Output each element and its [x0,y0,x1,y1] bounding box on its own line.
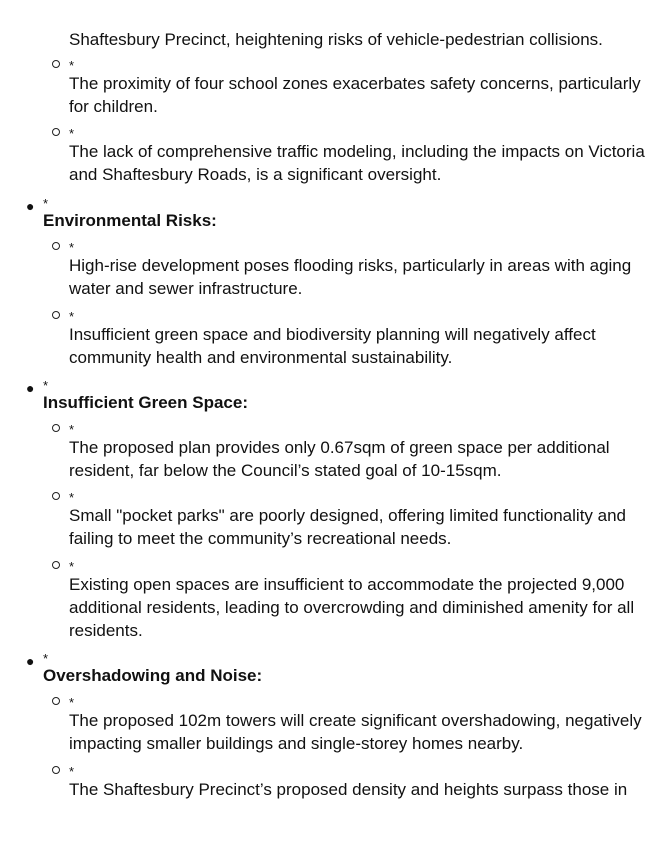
asterisk-marker: * [43,196,49,211]
asterisk-marker: * [69,559,75,574]
circle-bullet-icon [52,492,60,500]
list-item-text: The proximity of four school zones exacerbates safety concerns, particularly for children. [69,74,641,116]
section-heading: Environmental Risks: [43,211,217,230]
asterisk-marker: * [69,695,75,710]
circle-bullet-icon [52,766,60,774]
list-item-text: The lack of comprehensive traffic modeling, including the impacts on Victoria and Shaftesbury Roads, is a significant oversight. [69,142,645,184]
list-item-text: The Shaftesbury Precinct’s proposed density and heights surpass those in [69,780,628,799]
circle-bullet-icon [52,60,60,68]
disc-bullet-icon: ● [26,380,35,396]
section-heading: Insufficient Green Space: [43,393,248,412]
asterisk-marker: * [43,651,49,666]
disc-bullet-icon: ● [26,653,35,669]
list-item-text: The proposed plan provides only 0.67sqm of green space per additional resident, far below the Council’s stated goal of 10-15sqm. [69,438,610,480]
circle-bullet-icon [52,128,60,136]
circle-bullet-icon [52,561,60,569]
asterisk-marker: * [69,58,75,73]
asterisk-marker: * [69,764,75,779]
asterisk-marker: * [43,378,49,393]
circle-bullet-icon [52,242,60,250]
disc-bullet-icon: ● [26,198,35,214]
list-item-text: Existing open spaces are insufficient to accommodate the projected 9,000 additional residents, leading to overcrowding and diminished amenity for all residents. [69,575,635,640]
section-heading: Overshadowing and Noise: [43,666,263,685]
circle-bullet-icon [52,424,60,432]
list-item-text: High-rise development poses flooding risks, particularly in areas with aging water and sewer infrastructure. [69,256,632,298]
circle-bullet-icon [52,311,60,319]
list-item-text: Small "pocket parks" are poorly designed, offering limited functionality and failing to meet the community’s recreational needs. [69,506,626,548]
asterisk-marker: * [69,422,75,437]
list-item-text: Insufficient green space and biodiversity planning will negatively affect community health and environmental sustainability. [69,325,596,367]
circle-bullet-icon [52,697,60,705]
continued-paragraph: Shaftesbury Precinct, heightening risks of vehicle-pedestrian collisions. [69,30,603,49]
asterisk-marker: * [69,126,75,141]
asterisk-marker: * [69,240,75,255]
asterisk-marker: * [69,309,75,324]
asterisk-marker: * [69,490,75,505]
list-item-text: The proposed 102m towers will create significant overshadowing, negatively impacting smaller buildings and single-storey homes nearby. [69,711,642,753]
